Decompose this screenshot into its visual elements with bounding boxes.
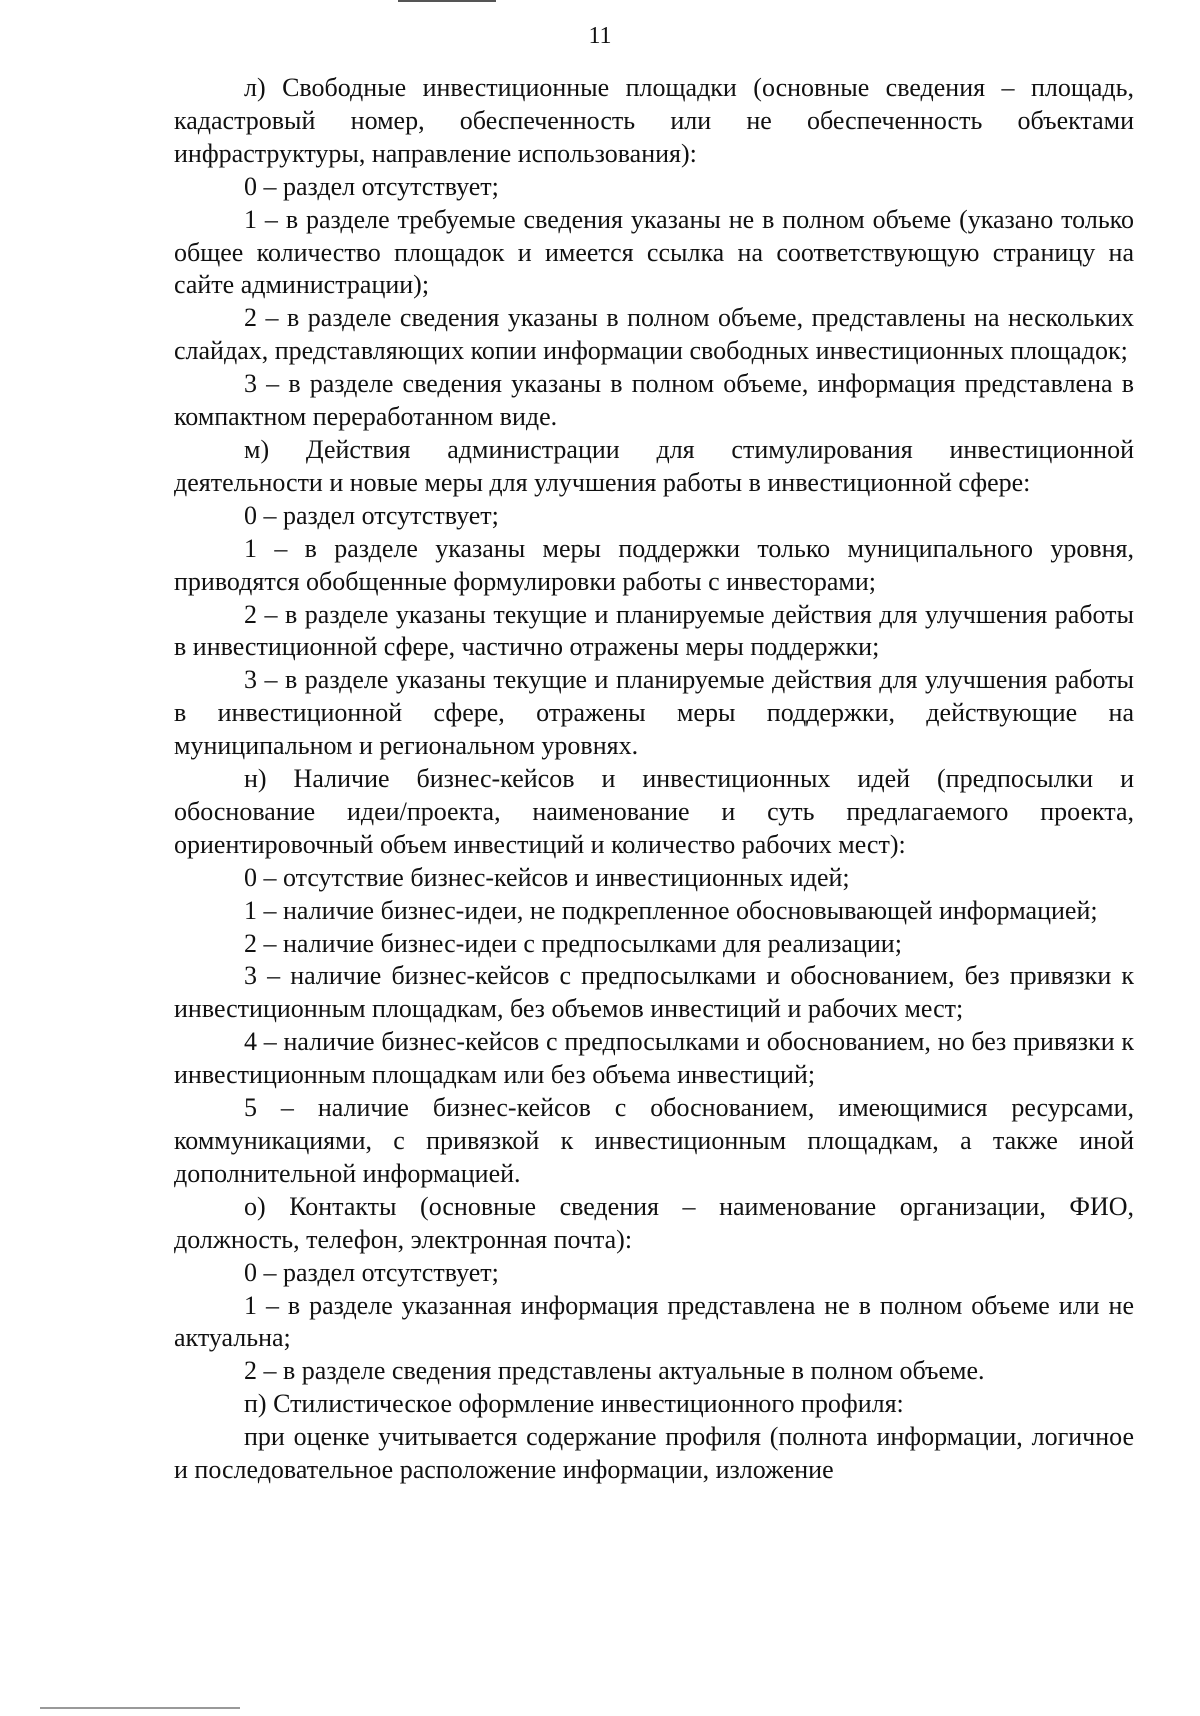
section-n-item-4: 4 – наличие бизнес-кейсов с предпосылками и обоснованием, но без привязки к инвестиционным площадкам или без объема инвестиций; [174, 1027, 1134, 1090]
section-l-item-1: 1 – в разделе требуемые сведения указаны не в полном объеме (указано только общее количество площадок и имеется ссылка на соответствующую страницу на сайте администрации); [174, 204, 1134, 300]
section-l-item-0: 0 – раздел отсутствует; [244, 171, 499, 201]
section-l-item-3: 3 – в разделе сведения указаны в полном объеме, информация представлена в компактном переработанном виде. [174, 369, 1134, 432]
section-m-item-1: 1 – в разделе указаны меры поддержки только муниципального уровня, приводятся обобщенные формулировки работы с инвесторами; [174, 533, 1134, 596]
section-o-item-0: 0 – раздел отсутствует; [244, 1257, 499, 1287]
section-l-item-2: 2 – в разделе сведения указаны в полном объеме, представлены на нескольких слайдах, представляющих копии информации свободных инвестиционных площадок; [174, 303, 1134, 366]
section-n-item-5: 5 – наличие бизнес-кейсов с обоснованием, имеющимися ресурсами, коммуникациями, с привязкой к инвестиционным площадкам, а также иной дополнительной информацией. [174, 1093, 1134, 1188]
section-n-item-3: 3 – наличие бизнес-кейсов с предпосылками и обоснованием, без привязки к инвестиционным площадкам, без объемов инвестиций и рабочих мест; [174, 961, 1134, 1024]
bottom-rule [40, 1707, 240, 1709]
section-n-item-0: 0 – отсутствие бизнес-кейсов и инвестиционных идей; [244, 862, 850, 892]
page-number: 11 [588, 23, 612, 49]
section-o-item-1: 1 – в разделе указанная информация представлена не в полном объеме или не актуальна; [174, 1290, 1134, 1353]
section-p-heading: п) Стилистическое оформление инвестиционного профиля: [244, 1389, 904, 1419]
section-m-item-2: 2 – в разделе указаны текущие и планируемые действия для улучшения работы в инвестиционной сфере, частично отражены меры поддержки; [174, 599, 1134, 662]
section-n-item-2: 2 – наличие бизнес-идеи с предпосылками для реализации; [244, 928, 902, 958]
section-o-heading: о) Контакты (основные сведения – наименование организации, ФИО, должность, телефон, электронная почта): [174, 1191, 1134, 1254]
section-l-heading: л) Свободные инвестиционные площадки (основные сведения – площадь, кадастровый номер, обеспеченность или не обеспеченность объектами инфраструктуры, направление использования): [174, 73, 1134, 168]
section-n-item-1: 1 – наличие бизнес-идеи, не подкрепленное обосновывающей информацией; [244, 895, 1098, 925]
section-m-item-3: 3 – в разделе указаны текущие и планируемые действия для улучшения работы в инвестиционной сфере, отражены меры поддержки, действующие на муниципальном и региональном уровнях. [174, 665, 1134, 761]
section-p-text: при оценке учитывается содержание профиля (полнота информации, логичное и последовательное расположение информации, изложение [174, 1422, 1134, 1485]
document-body [174, 72, 1134, 1487]
top-rule [398, 0, 496, 2]
section-n-heading: н) Наличие бизнес-кейсов и инвестиционных идей (предпосылки и обоснование идеи/проекта, наименование и суть предлагаемого проекта, ориентировочный объем инвестиций и количество рабочих мест): [174, 764, 1134, 859]
section-o-item-2: 2 – в разделе сведения представлены актуальные в полном объеме. [244, 1356, 985, 1386]
section-m-item-0: 0 – раздел отсутствует; [244, 500, 499, 530]
section-m-heading: м) Действия администрации для стимулирования инвестиционной деятельности и новые меры для улучшения работы в инвестиционной сфере: [174, 434, 1134, 497]
